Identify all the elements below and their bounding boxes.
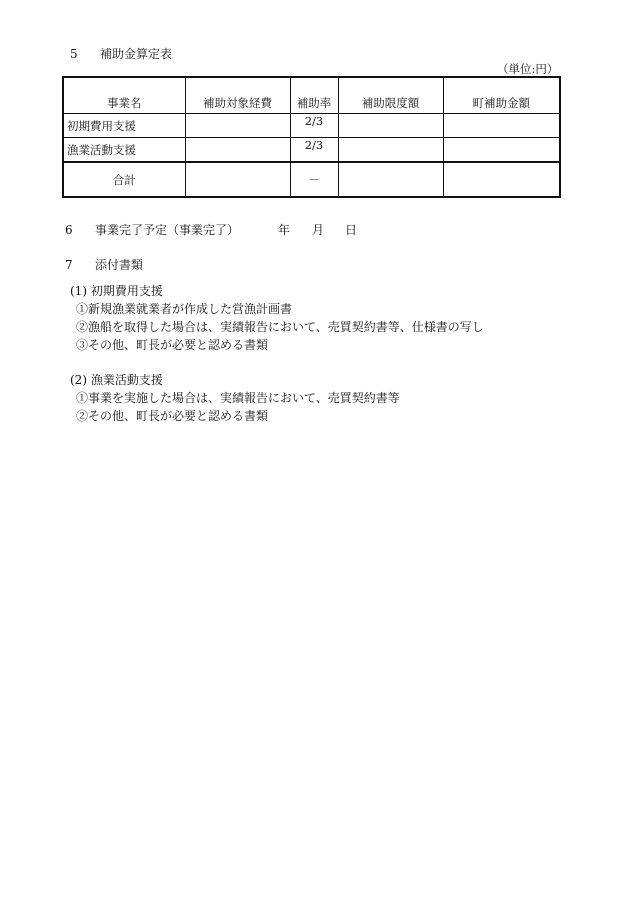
completion-month-label: 月 <box>312 223 325 237</box>
project-name-cell: 漁業活動支援 <box>63 138 185 163</box>
completion-year-label: 年 <box>278 223 291 237</box>
column-header: 補助率 <box>290 77 338 114</box>
list-item: ①新規漁業就業者が作成した営漁計画書 <box>76 302 293 316</box>
section-6-line <box>65 223 239 237</box>
column-header: 事業名 <box>63 77 185 114</box>
section-5-heading <box>70 47 172 61</box>
limit-cell <box>338 114 443 138</box>
list-item: ③その他、町長が必要と認める書類 <box>76 338 269 352</box>
total-limit-cell <box>338 162 443 197</box>
table-total-row <box>63 162 560 197</box>
limit-cell <box>338 138 443 163</box>
unit-note: （単位:円） <box>497 62 559 76</box>
section-5-number: 5 <box>70 47 78 61</box>
section-6-number: 6 <box>65 223 73 237</box>
subsidy-calculation-table <box>62 76 561 198</box>
table-header-row <box>63 77 560 114</box>
attachment-group-heading: (1) 初期費用支援 <box>70 284 163 298</box>
project-name-cell: 初期費用支援 <box>63 114 185 138</box>
list-item: ①事業を実施した場合は、実績報告において、売買契約書等 <box>76 391 400 405</box>
table-row <box>63 114 560 138</box>
total-rate-cell: － <box>290 162 338 197</box>
column-header: 補助対象経費 <box>185 77 290 114</box>
amount-cell <box>443 138 560 163</box>
list-item: ②漁船を取得した場合は、実績報告において、売買契約書等、仕様書の写し <box>76 320 484 334</box>
section-7-heading <box>65 258 143 272</box>
expense-cell <box>185 138 290 163</box>
attachment-group-heading: (2) 漁業活動支援 <box>70 373 163 387</box>
completion-day-label: 日 <box>345 223 358 237</box>
column-header: 町補助金額 <box>443 77 560 114</box>
expense-cell <box>185 114 290 138</box>
total-amount-cell <box>443 162 560 197</box>
section-7-title: 添付書類 <box>95 258 144 272</box>
list-item: ②その他、町長が必要と認める書類 <box>76 409 269 423</box>
section-6-title: 事業完了予定（事業完了） <box>95 223 240 237</box>
section-5-title: 補助金算定表 <box>100 47 173 61</box>
rate-cell: 2/3 <box>290 138 338 163</box>
column-header: 補助限度額 <box>338 77 443 114</box>
section-7-number: 7 <box>65 258 73 272</box>
rate-cell: 2/3 <box>290 114 338 138</box>
total-label-cell: 合計 <box>63 162 185 197</box>
table-row <box>63 138 560 163</box>
amount-cell <box>443 114 560 138</box>
total-expense-cell <box>185 162 290 197</box>
